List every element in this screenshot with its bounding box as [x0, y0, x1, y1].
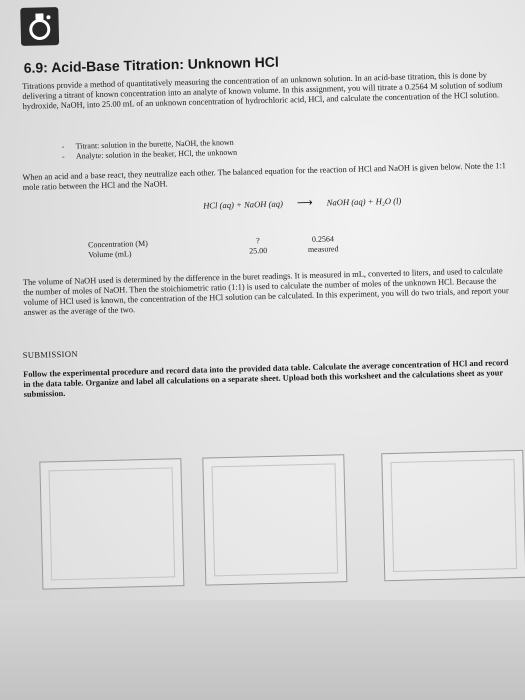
placeholder-frame: [211, 463, 338, 576]
submission-paragraph: Follow the experimental procedure and record data into the provided data table. Calculate the average concentration of HCl and record in the data table. Organize and label all calculations on a separate sheet. Upload both this worksheet and the calculations sheet as your submission.: [23, 358, 509, 400]
flask-logo: [20, 7, 59, 46]
hcl-value: ?: [256, 236, 260, 246]
data-summary-table: [88, 234, 358, 261]
placeholder-frame: [49, 467, 176, 580]
volume-paragraph: The volume of NaOH used is determined by the difference in the buret readings. It is measured in mL, converted to liters, and used to calculate the number of moles of NaOH. Then the stoichiometric ratio (1:1) is used to calculate the number of moles of the unknown HCl. Because the volume of HCl used is known, the concentration of the HCl solution can be calculated. In this experiment, you will do two trials, and report your answer as the average of the two.: [22, 266, 509, 317]
intro-paragraph: Titrations provide a method of quantitatively measuring the concentration of an unknown solution. In an acid-base titration, this is done by delivering a titrant of known concentration into an analyte of known volume. In this assignment, you will titrate a 0.2564 M solution of sodium hydroxide, NaOH, into 25.00 mL of an unknown concentration of hydrochloric acid, HCl, and calculate the concentration of the HCl solution.: [22, 70, 503, 111]
page-title: 6.9: Acid-Base Titration: Unknown HCl: [23, 53, 279, 76]
image-placeholder-3: [381, 450, 525, 581]
equation-reactants: HCl (aq) + NaOH (aq): [202, 198, 284, 211]
submission-heading: SUBMISSION: [22, 348, 78, 361]
row-label: Concentration (M): [87, 238, 148, 250]
row-label: Volume (mL): [88, 249, 132, 260]
placeholder-frame: [390, 459, 517, 572]
arrow-icon: ⟶: [296, 196, 313, 210]
image-placeholder-1: [39, 458, 184, 589]
balanced-equation: [203, 194, 402, 212]
list-item: - Analyte: solution in the beaker, HCl, the unknown: [62, 148, 237, 162]
hcl-value: 25.00: [249, 246, 268, 256]
naoh-value: 0.2564: [311, 234, 335, 244]
list-item: - Titrant: solution in the burette, NaOH, the known: [62, 138, 237, 152]
reaction-paragraph: When an acid and a base react, they neutralize each other. The balanced equation for the reaction of HCl and NaOH is given below. Note the 1:1 mole ratio between the HCl and the NaOH.: [22, 161, 507, 192]
equation-products: NaOH (aq) + H₂O (l): [326, 195, 402, 208]
image-placeholder-2: [202, 454, 347, 585]
naoh-value: measured: [307, 244, 339, 255]
definition-list: [62, 138, 238, 162]
photo-shadow: [0, 600, 525, 700]
